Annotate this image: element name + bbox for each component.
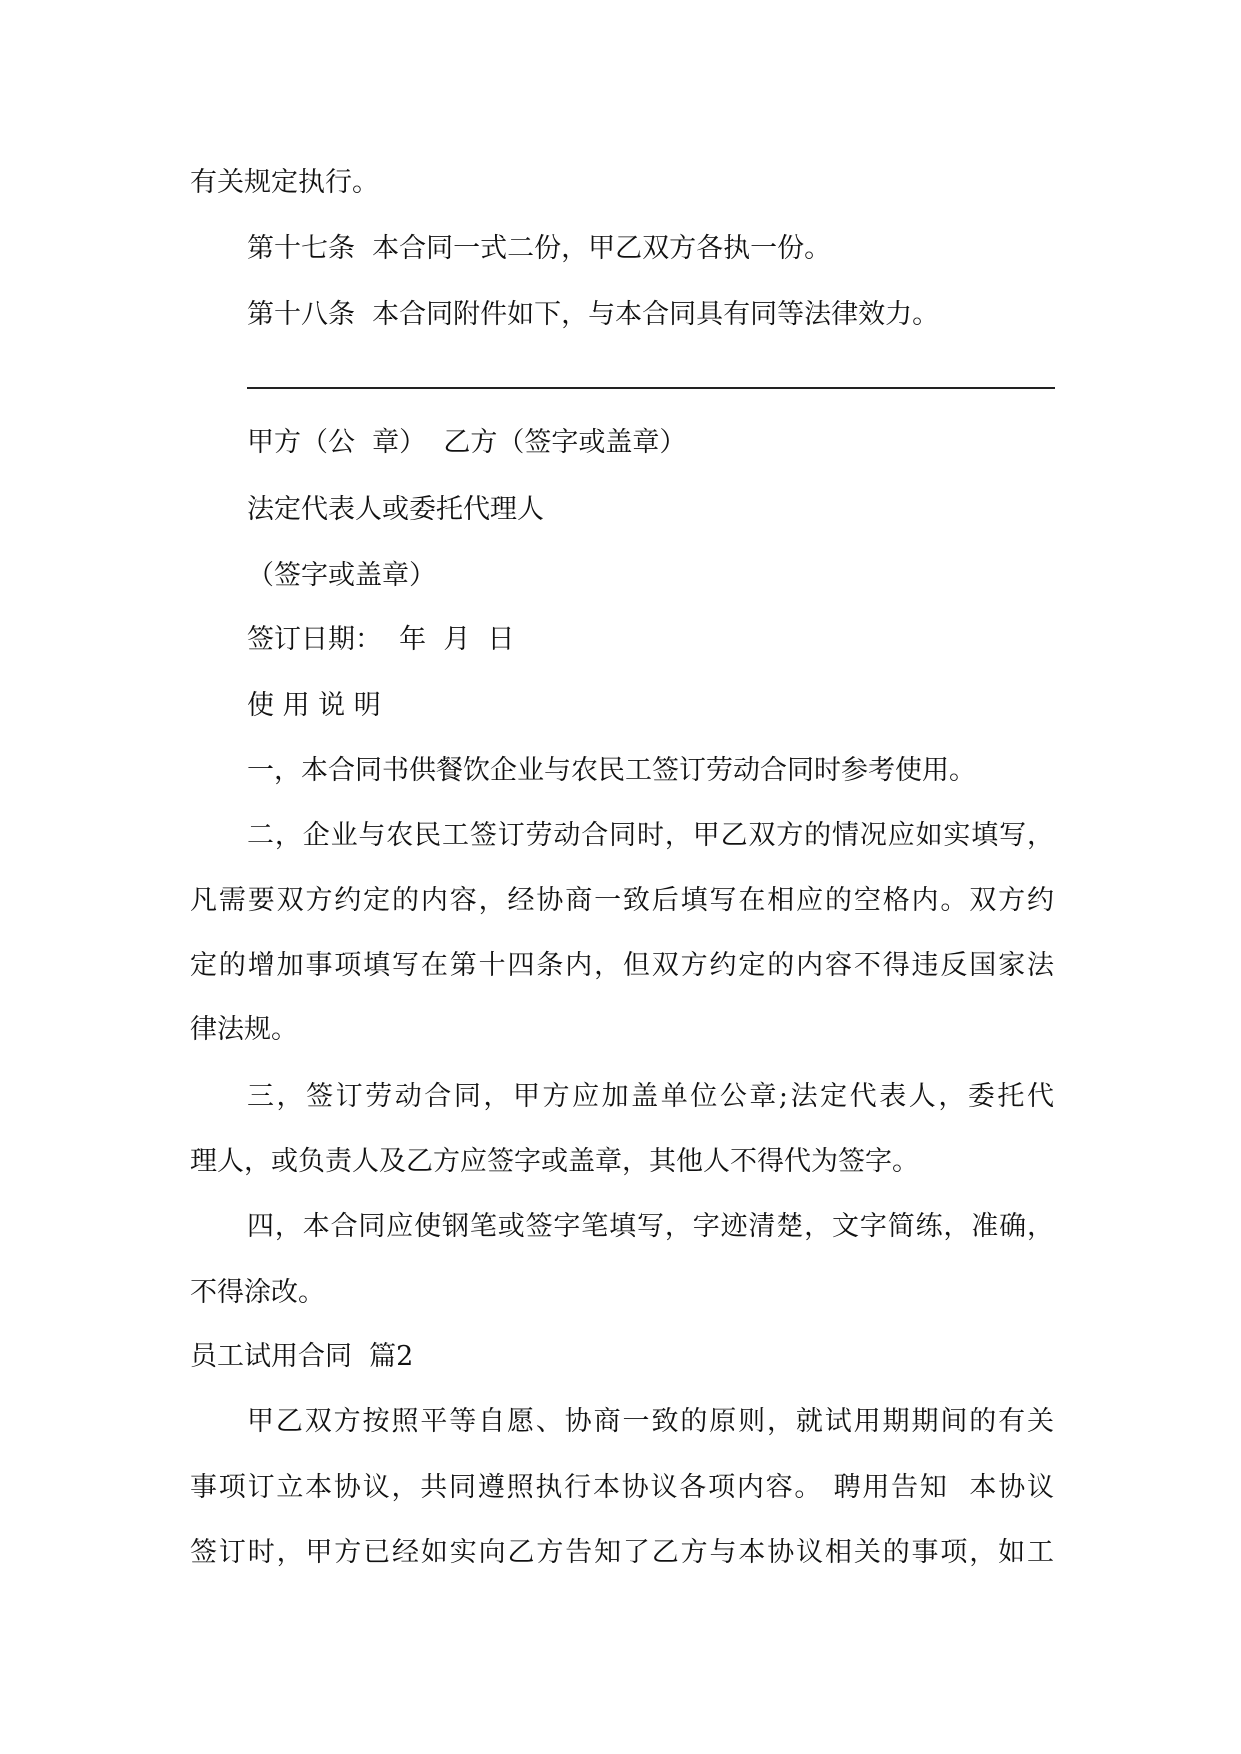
signing-date: 签订日期： 年 月 日 (247, 624, 515, 655)
text-line: 理人，或负责人及乙方应签字或盖章，其他人不得代为签字。 (190, 1146, 919, 1177)
text-line: 定的增加事项填写在第十四条内，但双方约定的内容不得违反国家法 (190, 950, 1054, 981)
text-line: 不得涂改。 (190, 1277, 325, 1308)
legal-representative: 法定代表人或委托代理人 (247, 494, 544, 525)
usage-item-4: 四，本合同应使钢笔或签字笔填写，字迹清楚，文字简练，准确， (247, 1211, 1054, 1242)
text-line: 有关规定执行。 (190, 167, 379, 198)
usage-item-1: 一，本合同书供餐饮企业与农民工签订劳动合同时参考使用。 (247, 755, 976, 786)
section-heading: 员工试用合同 篇2 (190, 1341, 414, 1372)
article-18: 第十八条 本合同附件如下，与本合同具有同等法律效力。 (247, 299, 940, 330)
usage-item-3: 三，签订劳动合同，甲方应加盖单位公章;法定代表人，委托代 (247, 1081, 1054, 1112)
usage-item-2: 二，企业与农民工签订劳动合同时，甲乙双方的情况应如实填写， (247, 820, 1054, 851)
signature-note: （签字或盖章） (247, 560, 436, 591)
attachment-blank-line (247, 387, 1055, 389)
text-line: 凡需要双方约定的内容，经协商一致后填写在相应的空格内。双方约 (190, 885, 1054, 916)
article-17: 第十七条 本合同一式二份，甲乙双方各执一份。 (247, 233, 832, 264)
signature-parties: 甲方（公 章） 乙方（签字或盖章） (247, 427, 687, 458)
paragraph-line: 甲乙双方按照平等自愿、协商一致的原则，就试用期期间的有关 (247, 1406, 1054, 1437)
usage-heading: 使 用 说 明 (247, 690, 381, 721)
paragraph-line: 签订时，甲方已经如实向乙方告知了乙方与本协议相关的事项，如工 (190, 1537, 1054, 1568)
text-line: 律法规。 (190, 1014, 298, 1045)
paragraph-line: 事项订立本协议，共同遵照执行本协议各项内容。 聘用告知 本协议 (190, 1472, 1054, 1503)
